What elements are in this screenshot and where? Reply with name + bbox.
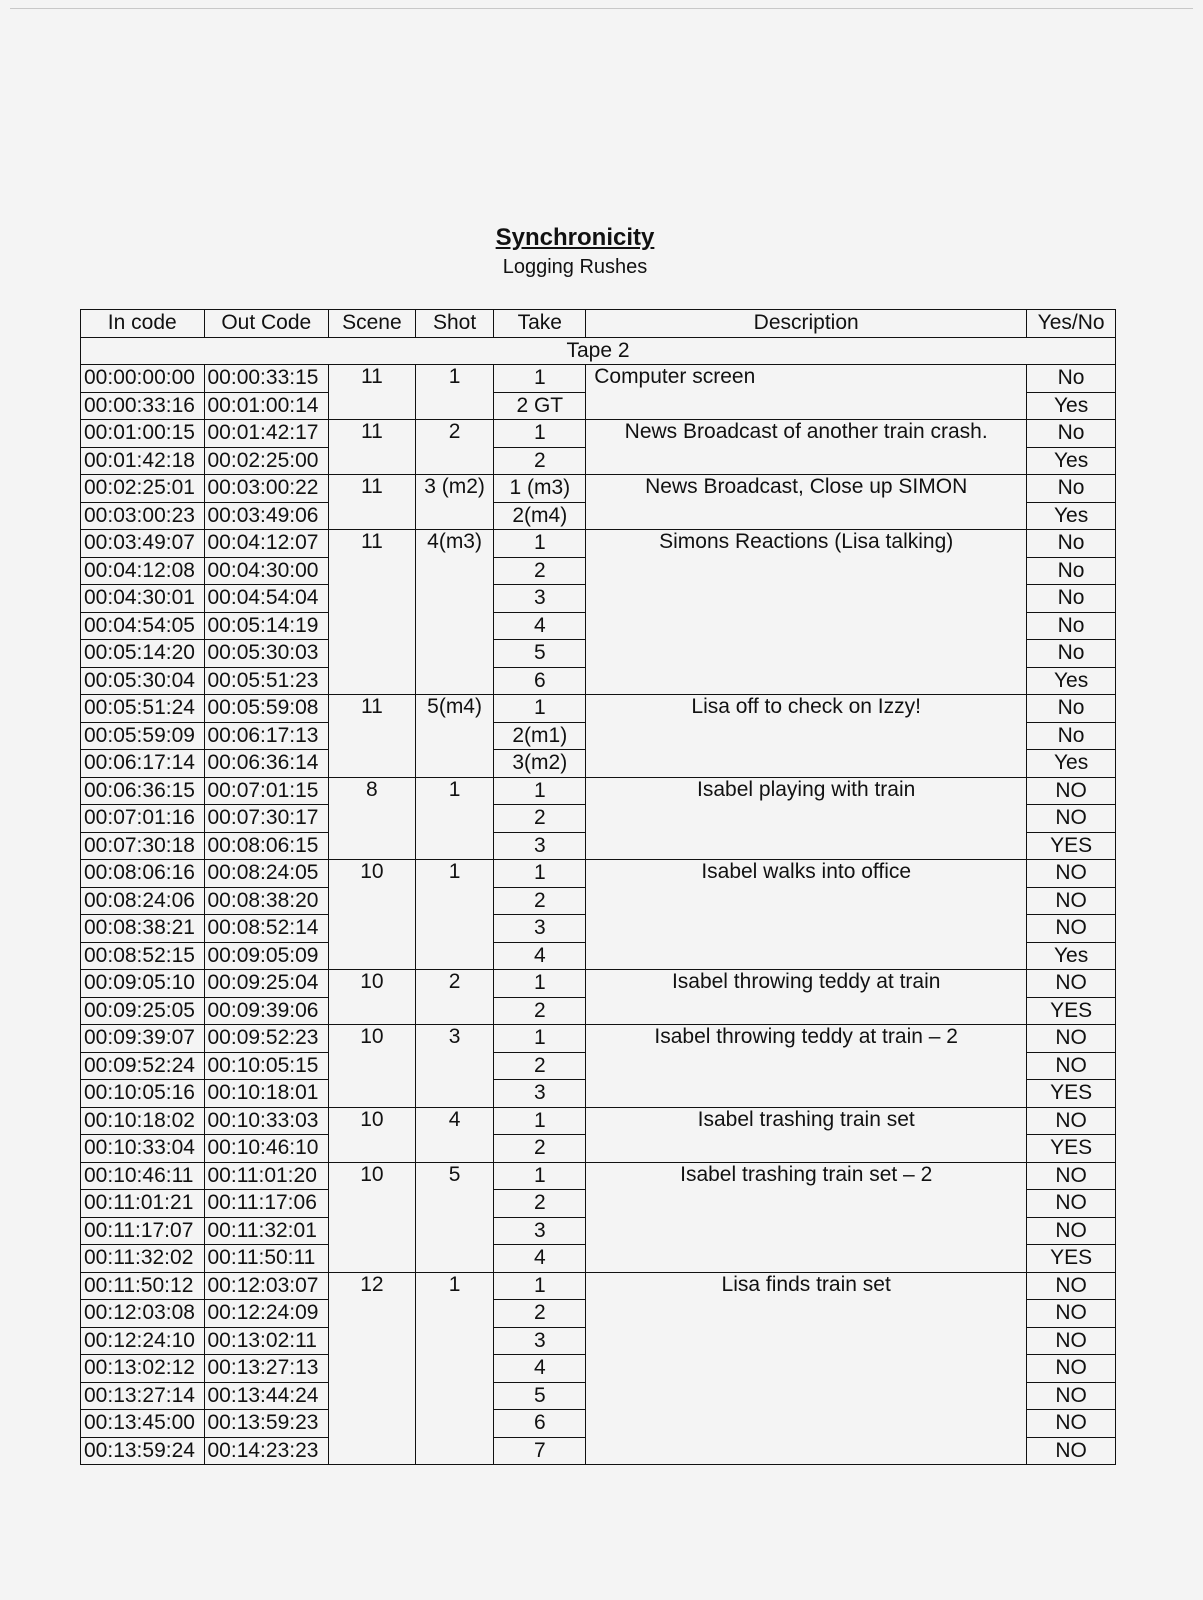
yes-no-cell: No — [1027, 365, 1116, 393]
out-code-cell: 00:11:01:20 — [204, 1162, 329, 1190]
in-code-cell: 00:09:52:24 — [81, 1052, 205, 1080]
yes-no-cell: NO — [1027, 1300, 1116, 1328]
table-row — [81, 1025, 1116, 1053]
in-code-cell: 00:01:42:18 — [81, 447, 205, 475]
take-cell: 3 — [494, 1217, 586, 1245]
scene-cell: 11 — [329, 420, 416, 475]
out-code-cell: 00:03:49:06 — [204, 502, 329, 530]
yes-no-cell: Yes — [1027, 942, 1116, 970]
out-code-cell: 00:04:30:00 — [204, 557, 329, 585]
in-code-cell: 00:08:52:15 — [81, 942, 205, 970]
take-cell: 2 — [494, 1190, 586, 1218]
take-cell: 4 — [494, 612, 586, 640]
in-code-cell: 00:13:27:14 — [81, 1382, 205, 1410]
description-cell: News Broadcast, Close up SIMON — [586, 475, 1027, 530]
in-code-cell: 00:09:25:05 — [81, 997, 205, 1025]
in-code-cell: 00:01:00:15 — [81, 420, 205, 448]
in-code-cell: 00:09:39:07 — [81, 1025, 205, 1053]
in-code-cell: 00:08:06:16 — [81, 860, 205, 888]
yes-no-cell: NO — [1027, 1272, 1116, 1300]
out-code-cell: 00:01:00:14 — [204, 392, 329, 420]
out-code-cell: 00:03:00:22 — [204, 475, 329, 503]
yes-no-cell: YES — [1027, 997, 1116, 1025]
take-cell: 1 — [494, 1025, 586, 1053]
in-code-cell: 00:13:59:24 — [81, 1437, 205, 1465]
take-cell: 2 — [494, 447, 586, 475]
yes-no-cell: No — [1027, 585, 1116, 613]
header-yes-no: Yes/No — [1027, 310, 1116, 338]
in-code-cell: 00:08:24:06 — [81, 887, 205, 915]
in-code-cell: 00:10:18:02 — [81, 1107, 205, 1135]
take-cell: 2 — [494, 1300, 586, 1328]
out-code-cell: 00:08:52:14 — [204, 915, 329, 943]
out-code-cell: 00:06:36:14 — [204, 750, 329, 778]
header-shot: Shot — [415, 310, 494, 338]
take-cell: 5 — [494, 1382, 586, 1410]
out-code-cell: 00:05:30:03 — [204, 640, 329, 668]
yes-no-cell: YES — [1027, 1245, 1116, 1273]
take-cell: 6 — [494, 667, 586, 695]
in-code-cell: 00:11:17:07 — [81, 1217, 205, 1245]
take-cell: 3 — [494, 1080, 586, 1108]
description-cell: Lisa off to check on Izzy! — [586, 695, 1027, 778]
scene-cell: 10 — [329, 970, 416, 1025]
description-cell: Isabel walks into office — [586, 860, 1027, 970]
yes-no-cell: Yes — [1027, 447, 1116, 475]
yes-no-cell: NO — [1027, 1107, 1116, 1135]
table-row — [81, 1272, 1116, 1300]
take-cell: 3 — [494, 1327, 586, 1355]
take-cell: 2 — [494, 805, 586, 833]
take-cell: 2 GT — [494, 392, 586, 420]
scene-cell: 10 — [329, 1162, 416, 1272]
yes-no-cell: No — [1027, 695, 1116, 723]
yes-no-cell: Yes — [1027, 667, 1116, 695]
table-row — [81, 860, 1116, 888]
out-code-cell: 00:13:02:11 — [204, 1327, 329, 1355]
in-code-cell: 00:07:01:16 — [81, 805, 205, 833]
scene-cell: 11 — [329, 365, 416, 420]
yes-no-cell: Yes — [1027, 750, 1116, 778]
table-row — [81, 365, 1116, 393]
in-code-cell: 00:11:32:02 — [81, 1245, 205, 1273]
yes-no-cell: NO — [1027, 860, 1116, 888]
scene-cell: 10 — [329, 860, 416, 970]
out-code-cell: 00:10:18:01 — [204, 1080, 329, 1108]
shot-cell: 3 (m2) — [415, 475, 494, 530]
in-code-cell: 00:05:30:04 — [81, 667, 205, 695]
description-cell: Isabel throwing teddy at train – 2 — [586, 1025, 1027, 1108]
table-body — [81, 365, 1116, 1465]
take-cell: 3 — [494, 832, 586, 860]
out-code-cell: 00:08:06:15 — [204, 832, 329, 860]
table-row — [81, 695, 1116, 723]
rushes-log-table — [80, 309, 1116, 1465]
out-code-cell: 00:11:50:11 — [204, 1245, 329, 1273]
in-code-cell: 00:04:12:08 — [81, 557, 205, 585]
yes-no-cell: NO — [1027, 1382, 1116, 1410]
yes-no-cell: YES — [1027, 1080, 1116, 1108]
out-code-cell: 00:04:12:07 — [204, 530, 329, 558]
out-code-cell: 00:02:25:00 — [204, 447, 329, 475]
scene-cell: 11 — [329, 695, 416, 778]
yes-no-cell: NO — [1027, 1162, 1116, 1190]
take-cell: 4 — [494, 1245, 586, 1273]
yes-no-cell: NO — [1027, 1217, 1116, 1245]
out-code-cell: 00:09:52:23 — [204, 1025, 329, 1053]
take-cell: 1 — [494, 530, 586, 558]
out-code-cell: 00:10:05:15 — [204, 1052, 329, 1080]
out-code-cell: 00:10:33:03 — [204, 1107, 329, 1135]
table-row — [81, 420, 1116, 448]
out-code-cell: 00:10:46:10 — [204, 1135, 329, 1163]
in-code-cell: 00:10:46:11 — [81, 1162, 205, 1190]
header-scene: Scene — [329, 310, 416, 338]
shot-cell: 2 — [415, 970, 494, 1025]
take-cell: 3(m2) — [494, 750, 586, 778]
take-cell: 2 — [494, 1135, 586, 1163]
tape-label: Tape 2 — [81, 337, 1116, 365]
take-cell: 2 — [494, 887, 586, 915]
take-cell: 1 — [494, 1107, 586, 1135]
out-code-cell: 00:01:42:17 — [204, 420, 329, 448]
out-code-cell: 00:13:27:13 — [204, 1355, 329, 1383]
yes-no-cell: No — [1027, 530, 1116, 558]
in-code-cell: 00:06:17:14 — [81, 750, 205, 778]
take-cell: 1 — [494, 860, 586, 888]
shot-cell: 2 — [415, 420, 494, 475]
in-code-cell: 00:07:30:18 — [81, 832, 205, 860]
in-code-cell: 00:03:49:07 — [81, 530, 205, 558]
out-code-cell: 00:11:32:01 — [204, 1217, 329, 1245]
shot-cell: 4 — [415, 1107, 494, 1162]
yes-no-cell: NO — [1027, 1437, 1116, 1465]
shot-cell: 5(m4) — [415, 695, 494, 778]
page-top-rule — [10, 8, 1193, 9]
yes-no-cell: No — [1027, 420, 1116, 448]
table-row — [81, 970, 1116, 998]
out-code-cell: 00:05:14:19 — [204, 612, 329, 640]
description-cell: Isabel trashing train set – 2 — [586, 1162, 1027, 1272]
out-code-cell: 00:09:39:06 — [204, 997, 329, 1025]
in-code-cell: 00:04:30:01 — [81, 585, 205, 613]
out-code-cell: 00:08:24:05 — [204, 860, 329, 888]
take-cell: 1 (m3) — [494, 475, 586, 503]
yes-no-cell: No — [1027, 640, 1116, 668]
take-cell: 1 — [494, 970, 586, 998]
header-out-code: Out Code — [204, 310, 329, 338]
out-code-cell: 00:00:33:15 — [204, 365, 329, 393]
out-code-cell: 00:04:54:04 — [204, 585, 329, 613]
description-cell: Isabel trashing train set — [586, 1107, 1027, 1162]
out-code-cell: 00:14:23:23 — [204, 1437, 329, 1465]
scene-cell: 11 — [329, 530, 416, 695]
in-code-cell: 00:10:33:04 — [81, 1135, 205, 1163]
in-code-cell: 00:13:02:12 — [81, 1355, 205, 1383]
table-row — [81, 475, 1116, 503]
out-code-cell: 00:07:01:15 — [204, 777, 329, 805]
in-code-cell: 00:10:05:16 — [81, 1080, 205, 1108]
header-in-code: In code — [81, 310, 205, 338]
header-description: Description — [586, 310, 1027, 338]
out-code-cell: 00:05:59:08 — [204, 695, 329, 723]
in-code-cell: 00:05:51:24 — [81, 695, 205, 723]
table-header-row — [81, 310, 1116, 338]
in-code-cell: 00:12:24:10 — [81, 1327, 205, 1355]
description-cell: Simons Reactions (Lisa talking) — [586, 530, 1027, 695]
in-code-cell: 00:05:14:20 — [81, 640, 205, 668]
out-code-cell: 00:13:44:24 — [204, 1382, 329, 1410]
yes-no-cell: Yes — [1027, 392, 1116, 420]
yes-no-cell: No — [1027, 475, 1116, 503]
scene-cell: 10 — [329, 1107, 416, 1162]
in-code-cell: 00:04:54:05 — [81, 612, 205, 640]
description-cell: Isabel throwing teddy at train — [586, 970, 1027, 1025]
yes-no-cell: No — [1027, 557, 1116, 585]
table-row — [81, 1107, 1116, 1135]
document-title: Synchronicity — [495, 224, 655, 251]
scene-cell: 10 — [329, 1025, 416, 1108]
out-code-cell: 00:13:59:23 — [204, 1410, 329, 1438]
yes-no-cell: NO — [1027, 970, 1116, 998]
take-cell: 2(m1) — [494, 722, 586, 750]
take-cell: 2(m4) — [494, 502, 586, 530]
description-cell: News Broadcast of another train crash. — [586, 420, 1027, 475]
take-cell: 1 — [494, 420, 586, 448]
out-code-cell: 00:06:17:13 — [204, 722, 329, 750]
yes-no-cell: NO — [1027, 1025, 1116, 1053]
shot-cell: 1 — [415, 777, 494, 860]
yes-no-cell: NO — [1027, 915, 1116, 943]
out-code-cell: 00:12:03:07 — [204, 1272, 329, 1300]
shot-cell: 1 — [415, 365, 494, 420]
take-cell: 6 — [494, 1410, 586, 1438]
table-row — [81, 530, 1116, 558]
in-code-cell: 00:11:50:12 — [81, 1272, 205, 1300]
in-code-cell: 00:00:33:16 — [81, 392, 205, 420]
in-code-cell: 00:09:05:10 — [81, 970, 205, 998]
take-cell: 4 — [494, 942, 586, 970]
yes-no-cell: NO — [1027, 1327, 1116, 1355]
yes-no-cell: No — [1027, 612, 1116, 640]
shot-cell: 3 — [415, 1025, 494, 1108]
take-cell: 5 — [494, 640, 586, 668]
yes-no-cell: No — [1027, 722, 1116, 750]
in-code-cell: 00:12:03:08 — [81, 1300, 205, 1328]
in-code-cell: 00:13:45:00 — [81, 1410, 205, 1438]
yes-no-cell: NO — [1027, 1052, 1116, 1080]
yes-no-cell: NO — [1027, 887, 1116, 915]
table-row — [81, 1162, 1116, 1190]
yes-no-cell: NO — [1027, 1410, 1116, 1438]
take-cell: 1 — [494, 695, 586, 723]
in-code-cell: 00:05:59:09 — [81, 722, 205, 750]
tape-row — [81, 337, 1116, 365]
shot-cell: 4(m3) — [415, 530, 494, 695]
take-cell: 1 — [494, 1272, 586, 1300]
in-code-cell: 00:00:00:00 — [81, 365, 205, 393]
yes-no-cell: YES — [1027, 1135, 1116, 1163]
in-code-cell: 00:02:25:01 — [81, 475, 205, 503]
take-cell: 2 — [494, 1052, 586, 1080]
out-code-cell: 00:09:25:04 — [204, 970, 329, 998]
yes-no-cell: NO — [1027, 1355, 1116, 1383]
description-cell: Lisa finds train set — [586, 1272, 1027, 1465]
scene-cell: 12 — [329, 1272, 416, 1465]
in-code-cell: 00:08:38:21 — [81, 915, 205, 943]
take-cell: 4 — [494, 1355, 586, 1383]
out-code-cell: 00:12:24:09 — [204, 1300, 329, 1328]
out-code-cell: 00:07:30:17 — [204, 805, 329, 833]
take-cell: 7 — [494, 1437, 586, 1465]
shot-cell: 1 — [415, 860, 494, 970]
table-row — [81, 777, 1116, 805]
yes-no-cell: NO — [1027, 1190, 1116, 1218]
out-code-cell: 00:11:17:06 — [204, 1190, 329, 1218]
yes-no-cell: NO — [1027, 805, 1116, 833]
in-code-cell: 00:11:01:21 — [81, 1190, 205, 1218]
header-take: Take — [494, 310, 586, 338]
description-cell: Computer screen — [586, 365, 1027, 420]
out-code-cell: 00:08:38:20 — [204, 887, 329, 915]
take-cell: 1 — [494, 777, 586, 805]
scene-cell: 8 — [329, 777, 416, 860]
take-cell: 3 — [494, 915, 586, 943]
yes-no-cell: NO — [1027, 777, 1116, 805]
yes-no-cell: Yes — [1027, 502, 1116, 530]
description-cell: Isabel playing with train — [586, 777, 1027, 860]
document-subtitle: Logging Rushes — [502, 256, 648, 278]
take-cell: 1 — [494, 1162, 586, 1190]
out-code-cell: 00:09:05:09 — [204, 942, 329, 970]
shot-cell: 5 — [415, 1162, 494, 1272]
take-cell: 3 — [494, 585, 586, 613]
in-code-cell: 00:06:36:15 — [81, 777, 205, 805]
yes-no-cell: YES — [1027, 832, 1116, 860]
scene-cell: 11 — [329, 475, 416, 530]
in-code-cell: 00:03:00:23 — [81, 502, 205, 530]
take-cell: 2 — [494, 997, 586, 1025]
out-code-cell: 00:05:51:23 — [204, 667, 329, 695]
take-cell: 2 — [494, 557, 586, 585]
take-cell: 1 — [494, 365, 586, 393]
shot-cell: 1 — [415, 1272, 494, 1465]
